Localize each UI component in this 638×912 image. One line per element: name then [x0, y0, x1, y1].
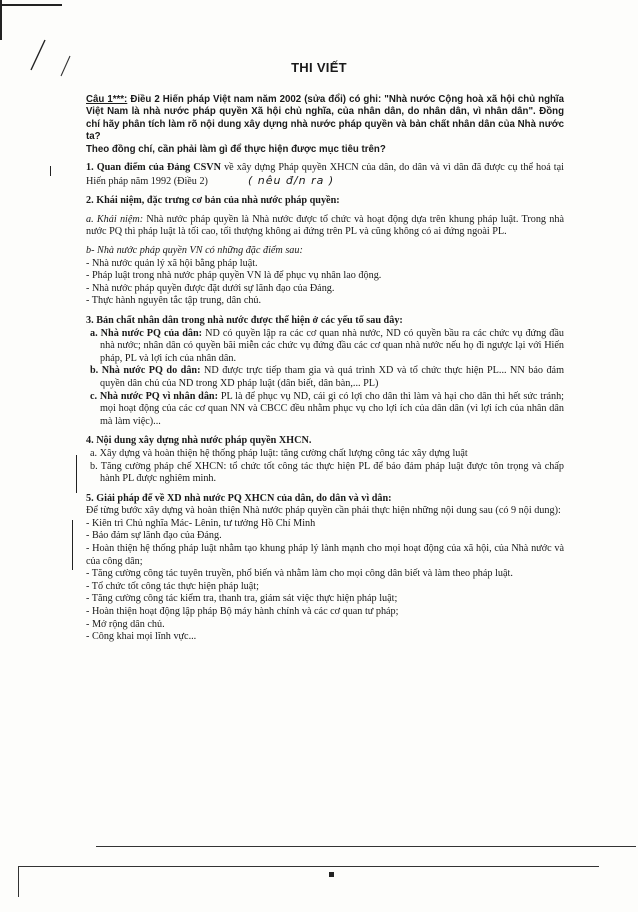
section-3c-label: c. Nhà nước PQ vì nhân dân:	[90, 390, 218, 402]
section-5-heading: 5. Giải pháp để về XD nhà nước PQ XHCN của dân, do dân và vì dân:	[86, 492, 392, 504]
question-block	[86, 94, 564, 156]
margin-bracket-3	[76, 455, 77, 493]
list-item: - Bảo đảm sự lãnh đạo của Đảng.	[86, 530, 222, 542]
footer-rule	[96, 846, 566, 847]
section-3a	[86, 328, 564, 366]
list-item: - Tổ chức tốt công tác thực hiện pháp luật;	[86, 580, 259, 592]
section-2a	[86, 214, 564, 239]
section-3c	[86, 391, 564, 429]
section-5-intro: Để từng bước xây dựng và hoàn thiện Nhà nước pháp quyền cần phải thực hiện những nội dung sau (có 9 nội dung):	[86, 505, 561, 517]
list-item: - Tăng cường công tác kiểm tra, thanh tra, giám sát việc thực hiện pháp luật;	[86, 593, 398, 605]
margin-bracket-4	[72, 520, 73, 570]
section-1-heading: 1. Quan điểm của Đảng CSVN	[86, 162, 222, 174]
list-item: - Tăng cường công tác tuyên truyền, phổ biến và nhằm làm cho mọi công dân biết và làm theo pháp luật.	[86, 568, 513, 580]
list-item: - Hoàn thiện hệ thống pháp luật nhằm tạo khung pháp lý lành mạnh cho mọi hoạt động của xã hội, của Nhà nước và của công dân;	[86, 543, 564, 567]
section-2a-label: a. Khái niệm:	[86, 213, 144, 225]
list-item: - Nhà nước pháp quyền được đặt dưới sự lãnh đạo của Đảng.	[86, 282, 335, 294]
handwritten-note: ( nêu đ/n ra )	[247, 173, 335, 187]
list-item: a. Xây dựng và hoàn thiện hệ thống pháp luật: tăng cường chất lượng công tác xây dựng luật	[90, 447, 468, 459]
section-3b	[86, 365, 564, 390]
margin-tick	[50, 166, 51, 176]
section-2b-heading: b- Nhà nước pháp quyền VN có những đặc điểm sau:	[86, 245, 303, 256]
section-3b-label: b. Nhà nước PQ do dân:	[90, 365, 201, 377]
section-2-heading: 2. Khái niệm, đặc trưng cơ bản của nhà nước pháp quyền:	[86, 195, 340, 207]
scan-mark-corner	[0, 0, 2, 40]
footer-frame	[18, 866, 599, 897]
scan-mark-top	[0, 4, 62, 6]
section-2a-text: Nhà nước pháp quyền là Nhà nước được tổ chức và hoạt động dựa trên khung pháp luật. Trong nhà nước PQ thì pháp luật là tối cao, tối thượng không ai đứng trên PL và cũng không có ai đứng ngoài PL.	[86, 213, 564, 238]
page-title: THI VIẾT	[291, 60, 347, 75]
question-number: Câu 1***:	[86, 94, 128, 105]
document-body	[86, 94, 564, 644]
section-3c-text: PL là để phục vụ ND, cái gì có lợi cho dân thì làm và hại cho dân thì hết sức tránh; mọi hoạt động của các cơ quan NN và CBCC đều nhằm phục vụ cho lợi ích của dân dân (vì lợi ích của nhân dân mà làm việc)...	[100, 390, 565, 427]
section-3a-label: a. Nhà nước PQ của dân:	[90, 327, 203, 339]
footer-rule-right	[560, 846, 636, 847]
section-3a-text: ND có quyền lập ra các cơ quan nhà nước, ND có quyền bầu ra các chức vụ đứng đầu nhà nước; nhân dân có quyền bãi miễn các chức vụ đứng đầu các cơ quan nhà nước nếu họ đi ngược lại với Hiến pháp, PL và lợi ích của nhân dân.	[100, 327, 564, 364]
list-item: - Thực hành nguyên tắc tập trung, dân chủ.	[86, 295, 262, 307]
list-item: - Hoàn thiện hoạt động lập pháp Bộ máy hành chính và các cơ quan tư pháp;	[86, 606, 399, 618]
section-4-heading: 4. Nội dung xây dựng nhà nước pháp quyền XHCN.	[86, 435, 312, 447]
list-item: - Công khai mọi lĩnh vực...	[86, 631, 197, 643]
list-item: - Mở rộng dân chủ.	[86, 618, 165, 630]
question-text: Điều 2 Hiến pháp Việt nam năm 2002 (sửa đổi) có ghi: "Nhà nước Cộng hoà xã hội chủ nghĩa Việt Nam là nhà nước pháp quyền Xã hội chủ nghĩa, của nhân dân, do nhân dân, vì nhân dân". Đồng chí hãy phân tích làm rõ nội dung xây dựng nhà nước pháp quyền và bản chất nhân dân của Nhà nước ta?	[86, 94, 564, 143]
section-1-text: về xây dựng Pháp quyền XHCN của dân, do dân và vì dân đã được cụ thể hoá tại Hiến pháp năm 1992 (Điều 2)	[86, 162, 564, 187]
section-3b-text: ND được trực tiếp tham gia và quá trình XD và tổ chức thực hiện PL... NN bảo đảm quyền dân chủ của ND trong XD pháp luật (dân biết, dân bàn,... PL)	[100, 365, 564, 389]
list-item: - Pháp luật trong nhà nước pháp quyền VN là để phục vụ nhân lao động.	[86, 270, 382, 282]
section-3-heading: 3. Bản chất nhân dân trong nhà nước được thể hiện ở các yếu tố sau đây:	[86, 314, 403, 326]
footer-mark	[329, 872, 334, 877]
list-item: b. Tăng cường pháp chế XHCN: tổ chức tốt công tác thực hiện PL để bảo đảm pháp luật được tôn trọng và chấp hành PL được nghiêm minh.	[90, 460, 564, 485]
question-followup: Theo đồng chí, cần phải làm gì để thực hiện được mục tiêu trên?	[86, 143, 386, 155]
list-item: - Kiên trì Chủ nghĩa Mác- Lênin, tư tưởng Hồ Chí Minh	[86, 517, 316, 529]
section-1	[86, 162, 564, 188]
list-item: - Nhà nước quản lý xã hội bằng pháp luật.	[86, 257, 258, 269]
